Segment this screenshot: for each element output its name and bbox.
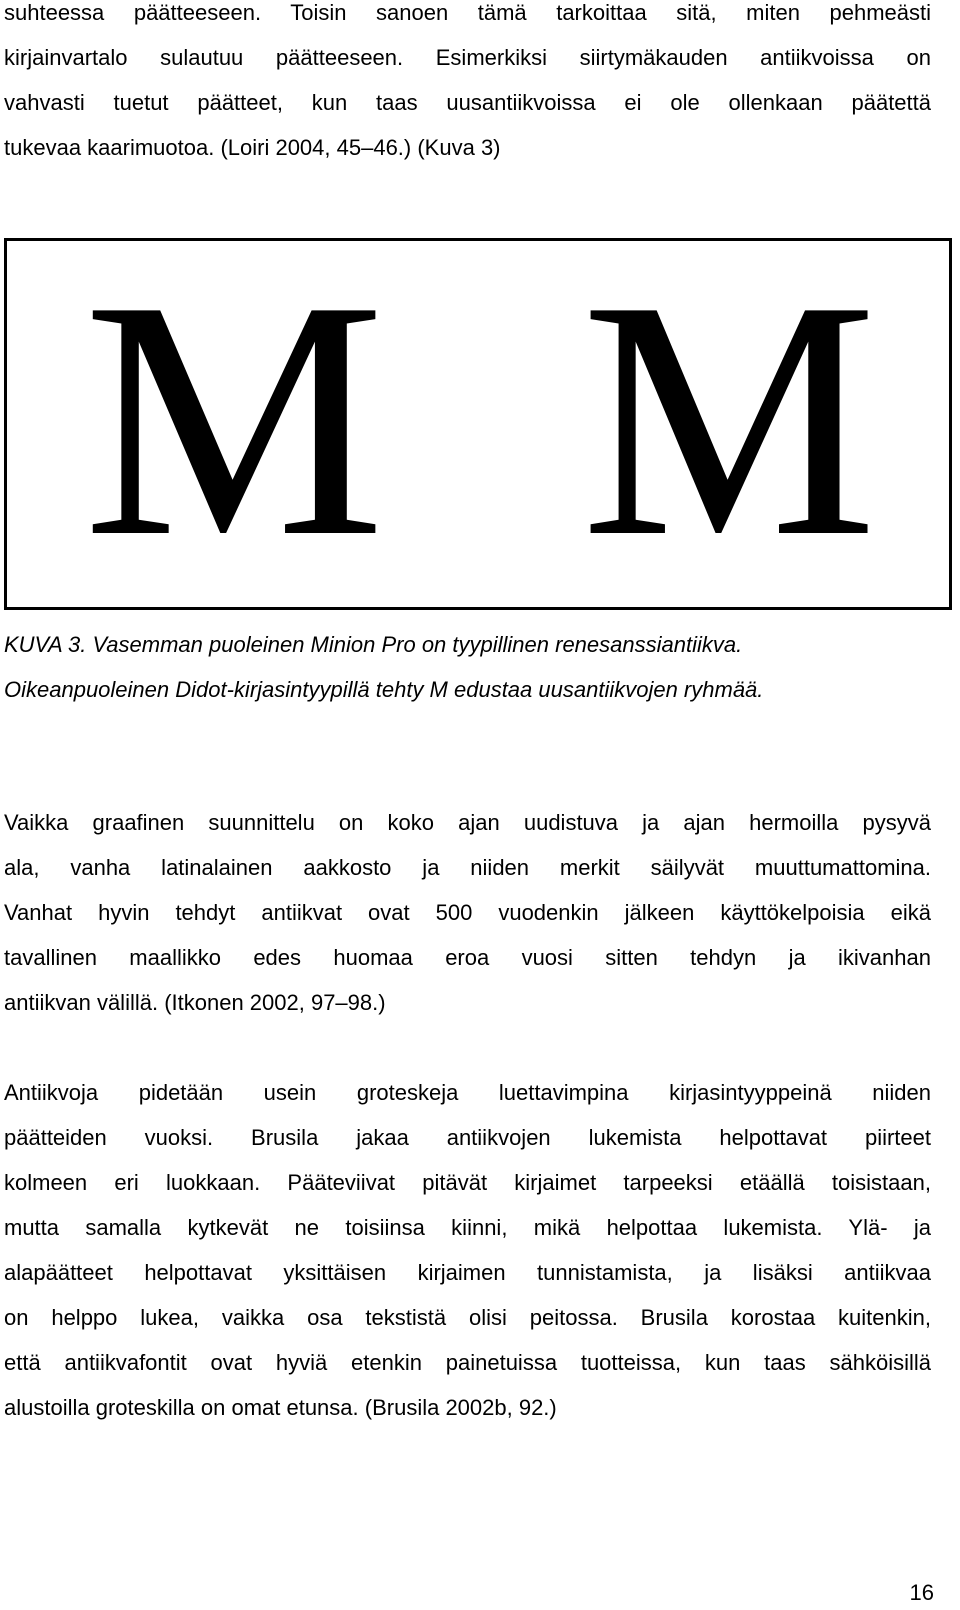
page-number: 16 — [909, 1580, 934, 1605]
paragraph-1-line-3: Vanhat hyvin tehdyt antiikvat ovat 500 vuodenkin jälkeen käyttökelpoisia eikä — [4, 900, 931, 925]
paragraph-1-line-5: antiikvan välillä. (Itkonen 2002, 97–98.) — [4, 990, 386, 1015]
intro-line-2: kirjainvartalo sulautuu päätteeseen. Esimerkiksi siirtymäkauden antiikvoissa on — [4, 45, 931, 70]
caption-line-2: Oikeanpuoleinen Didot-kirjasintyypillä tehty M edustaa uusantiikvojen ryhmää. — [4, 677, 764, 702]
paragraph-1-line-1: Vaikka graafinen suunnittelu on koko ajan uudistuva ja ajan hermoilla pysyvä — [4, 810, 931, 835]
caption-line-1: KUVA 3. Vasemman puoleinen Minion Pro on tyypillinen renesanssiantiikva. — [4, 632, 743, 657]
figure-3-box — [4, 238, 952, 610]
paragraph-2-line-1: Antiikvoja pidetään usein groteskeja luettavimpina kirjasintyyppeinä niiden — [4, 1080, 931, 1105]
paragraph-2-line-7: että antiikvafontit ovat hyviä etenkin painetuissa tuotteissa, kun taas sähköisillä — [4, 1350, 931, 1375]
intro-line-1: suhteessa päätteeseen. Toisin sanoen tämä tarkoittaa sitä, miten pehmeästi — [4, 0, 931, 25]
paragraph-1-line-2: ala, vanha latinalainen aakkosto ja niiden merkit säilyvät muuttumattomina. — [4, 855, 931, 880]
minion-pro-m-glyph: M — [83, 238, 386, 607]
paragraph-2-line-5: alapäätteet helpottavat yksittäisen kirjaimen tunnistamista, ja lisäksi antiikvaa — [4, 1260, 931, 1285]
intro-line-4: tukevaa kaarimuotoa. (Loiri 2004, 45–46.) (Kuva 3) — [4, 135, 501, 160]
paragraph-2-line-4: mutta samalla kytkevät ne toisiinsa kiinni, mikä helpottaa lukemista. Ylä- ja — [4, 1215, 931, 1240]
paragraph-1-line-4: tavallinen maallikko edes huomaa eroa vuosi sitten tehdyn ja ikivanhan — [4, 945, 931, 970]
paragraph-2-line-8: alustoilla groteskilla on omat etunsa. (Brusila 2002b, 92.) — [4, 1395, 557, 1420]
didot-m-glyph: M — [581, 238, 878, 607]
paragraph-2-line-2: päätteiden vuoksi. Brusila jakaa antiikvojen lukemista helpottavat piirteet — [4, 1125, 931, 1150]
paragraph-2-line-3: kolmeen eri luokkaan. Pääteviivat pitävät kirjaimet tarpeeksi etäällä toisistaan, — [4, 1170, 931, 1195]
paragraph-2-line-6: on helppo lukea, vaikka osa tekstistä olisi peitossa. Brusila korostaa kuitenkin, — [4, 1305, 931, 1330]
intro-line-3: vahvasti tuetut päätteet, kun taas uusantiikvoissa ei ole ollenkaan päätettä — [4, 90, 931, 115]
